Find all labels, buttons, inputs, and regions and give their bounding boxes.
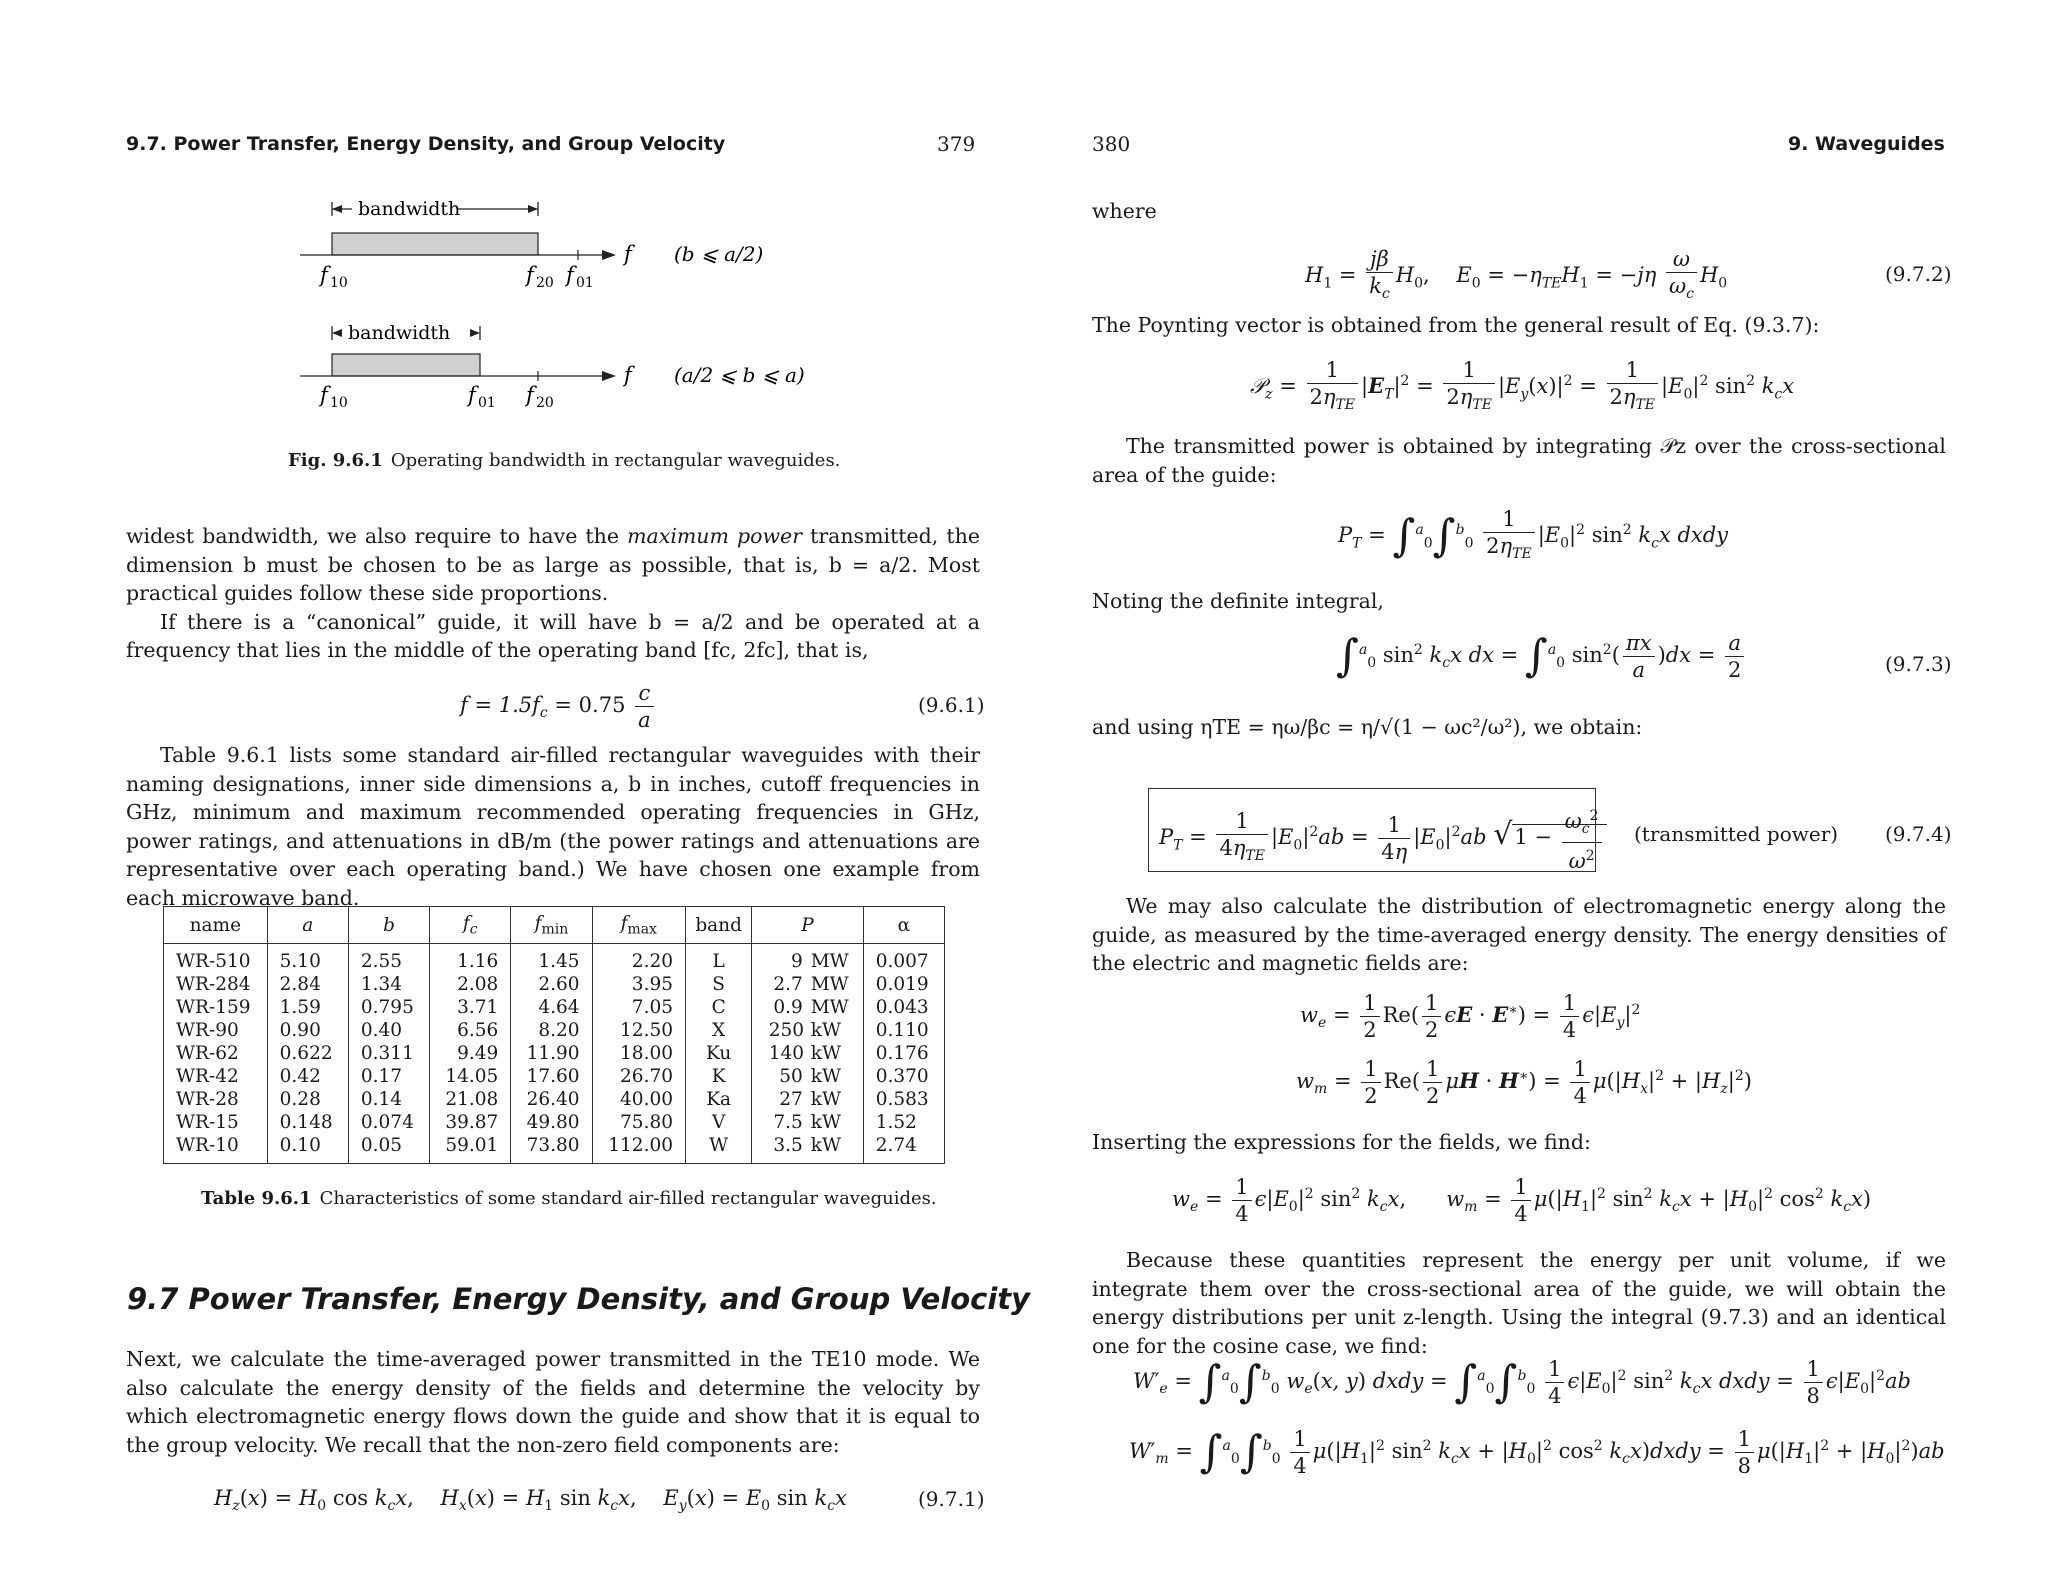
- equation-number-9-7-4: (9.7.4): [1885, 822, 1952, 846]
- cell-fmin: 4.64: [511, 996, 592, 1019]
- cell-fmax: 2.20: [592, 944, 685, 974]
- cell-alpha: 0.583: [863, 1088, 944, 1111]
- energy-density-magnetic-eq: $w_m$ = $\frac{1}{2}$ Re( $\frac{1}{2}$ μH · H∗) = $\frac{1}{4}$ $\mu(|H_x|^2 + |H_z|^2)$: [1296, 1057, 1752, 1108]
- cell-band: K: [686, 1065, 752, 1088]
- cell-alpha: 0.176: [863, 1042, 944, 1065]
- svg-text:f: f: [526, 263, 534, 287]
- cell-a: 0.90: [267, 1019, 348, 1042]
- cell-fmax: 3.95: [592, 973, 685, 996]
- table-row: [164, 1042, 945, 1065]
- svg-text:10: 10: [330, 395, 348, 411]
- cell-name: WR-90: [164, 1019, 268, 1042]
- poynting-text: The Poynting vector is obtained from the general result of Eq. (9.3.7):: [1092, 313, 1820, 337]
- cell-a: 5.10: [267, 944, 348, 974]
- energy-densities-fields-eq: $w_e$ = $\frac{1}{4}$ $\epsilon|E_0|^2$ $\sin^2 k_cx$, $w_m$ = $\frac{1}{4}$ $\mu(|H_1|^2$ $\sin^2 k_cx + |H_0|^2$ $\cos^2 k_cx$): [1172, 1175, 1872, 1226]
- cell-fmin: 1.45: [511, 944, 592, 974]
- equation-9-7-3: ∫$^a_0$ $\sin^2 k_cx$ dx = ∫$^a_0$ $\sin^2$( $\frac{\pi x}{a}$ )dx = $\frac{a}{2}$: [1336, 630, 1747, 683]
- cell-fmax: 112.00: [592, 1134, 685, 1164]
- svg-text:f: f: [320, 383, 328, 407]
- cell-band: C: [686, 996, 752, 1019]
- paragraph-table-intro: Table 9.6.1 lists some standard air-filled rectangular waveguides with their naming designations, inner side dimensions a, b in inches, cutoff frequencies in GHz, minimum and maximum recommended operating frequencies in GHz, power ratings, and attenuations in dB/m (the power ratings and attenuations are representative over each operating band.) We have chosen one example from each microwave band.: [126, 743, 980, 910]
- energy-per-length-electric-eq: $W'_e = \int^a_0\int^b_0$ $w_e(x$, y) dxdy = ∫$^a_0$∫$^b_0$ $\frac{1}{4}$ $\epsilon|E_0|^2$ $\sin^2 k_cx$ dxdy = $\frac{1}{8}$ $\epsilon|E_0|^2ab$: [1133, 1356, 1911, 1408]
- cell-fmin: 11.90: [511, 1042, 592, 1065]
- power-integral-equation: $P_T = \int^a_0\int^b_0$ $\frac{1}{2\eta_{TE}}$ $|E_0|^2$ $\sin^2 k_cx$ dxdy: [1338, 507, 1729, 563]
- energy-density-electric-eq: $w_e$ = $\frac{1}{2}$ Re( $\frac{1}{2}$ ϵE · E∗) = $\frac{1}{4}$ $\epsilon|E_y|^2$: [1300, 991, 1641, 1042]
- cell-power: 0.9 MW: [752, 996, 863, 1019]
- waveguide-table: [163, 906, 945, 1164]
- cell-power: 27 kW: [752, 1088, 863, 1111]
- cell-name: WR-10: [164, 1134, 268, 1164]
- where-text: where: [1092, 199, 1157, 223]
- cell-a: 2.84: [267, 973, 348, 996]
- cell-fmin: 8.20: [511, 1019, 592, 1042]
- cell-name: WR-284: [164, 973, 268, 996]
- cell-a: 0.42: [267, 1065, 348, 1088]
- cell-name: WR-42: [164, 1065, 268, 1088]
- equation-number-9-6-1: (9.6.1): [918, 693, 985, 717]
- transmitted-power-box: $P_T$ = $\frac{1}{4\eta_{TE}}$ $|E_0|^2ab$ = $\frac{1}{4\eta}$ $|E_0|^2ab$ √1 − $\frac{\omega_c^2}{\omega^2}$: [1148, 788, 1596, 872]
- equation-9-6-1: $f = 1.5f_c = 0.75$ $\frac{c}{a}$: [460, 680, 657, 733]
- cell-alpha: 0.110: [863, 1019, 944, 1042]
- table-header-row: name a b $f_c$ $f_{min}$ $f_{max}$ band P α: [164, 907, 945, 944]
- cell-fmin: 49.80: [511, 1111, 592, 1134]
- cell-band: W: [686, 1134, 752, 1164]
- svg-text:20: 20: [536, 275, 554, 291]
- cell-power: 7.5 kW: [752, 1111, 863, 1134]
- left-body-text-1: [126, 522, 980, 665]
- cell-fc: 6.56: [430, 1019, 511, 1042]
- cell-power: 140 kW: [752, 1042, 863, 1065]
- cell-fc: 3.71: [430, 996, 511, 1019]
- equation-number-9-7-2: (9.7.2): [1885, 262, 1952, 286]
- transmitted-power-text: The transmitted power is obtained by integrating 𝒫z over the cross-sectional area of the guide:: [1092, 434, 1946, 487]
- cell-b: 0.40: [348, 1019, 429, 1042]
- svg-text:20: 20: [536, 395, 554, 411]
- cell-fc: 2.08: [430, 973, 511, 996]
- cell-name: WR-510: [164, 944, 268, 974]
- table-row: [164, 1065, 945, 1088]
- cell-band: L: [686, 944, 752, 974]
- cell-alpha: 1.52: [863, 1111, 944, 1134]
- energy-density-text: We may also calculate the distribution of electromagnetic energy along the guide, as measured by the time-averaged energy density. The energy densities of the electric and magnetic fields are:: [1092, 894, 1946, 975]
- using-eta-text: and using ηTE = ηω/βc = η/√(1 − ωc²/ω²), we obtain:: [1092, 715, 1643, 739]
- cell-alpha: 2.74: [863, 1134, 944, 1164]
- cell-fmin: 2.60: [511, 973, 592, 996]
- noting-text: Noting the definite integral,: [1092, 589, 1384, 613]
- bandwidth-diagram-top: [300, 198, 763, 291]
- svg-text:f: f: [468, 383, 476, 407]
- figure-caption: Fig. 9.6.1 Operating bandwidth in rectangular waveguides.: [288, 450, 841, 471]
- cell-band: V: [686, 1111, 752, 1134]
- cell-fmax: 18.00: [592, 1042, 685, 1065]
- left-body-text-2: [126, 741, 980, 912]
- cell-fmax: 40.00: [592, 1088, 685, 1111]
- svg-text:01: 01: [478, 395, 496, 411]
- equation-9-7-2: $H_1$ = $\frac{j\beta}{k_c}$ $H_0$, $E_0 = -\eta_{TE}H_1 = -j\eta$ $\frac{\omega}{\omega_c}$ $H_0$: [1305, 247, 1728, 303]
- cell-a: 0.28: [267, 1088, 348, 1111]
- paragraph-next-we-calculate: Next, we calculate the time-averaged power transmitted in the TE10 mode. We also calculate the energy density of the fields and determine the velocity by which electromagnetic energy flows down the guide and show that it is equal to the group velocity. We recall that the non-zero field components are:: [126, 1347, 980, 1457]
- cell-b: 1.34: [348, 973, 429, 996]
- table-row: [164, 1134, 945, 1164]
- cell-name: WR-62: [164, 1042, 268, 1065]
- paragraph-widest-bandwidth: widest bandwidth, we also require to have the maximum power transmitted, the dimension b must be chosen to be as large as possible, that is, b = a/2. Most practical guides follow these side proportions.: [126, 524, 980, 605]
- cell-b: 0.14: [348, 1088, 429, 1111]
- section-title: 9.7 Power Transfer, Energy Density, and Group Velocity: [127, 1282, 1031, 1316]
- svg-text:f: f: [320, 263, 328, 287]
- table-row: [164, 973, 945, 996]
- cell-fc: 39.87: [430, 1111, 511, 1134]
- cell-fmax: 7.05: [592, 996, 685, 1019]
- cell-b: 0.05: [348, 1134, 429, 1164]
- cell-fc: 59.01: [430, 1134, 511, 1164]
- cell-power: 250 kW: [752, 1019, 863, 1042]
- table-caption: Table 9.6.1 Characteristics of some standard air-filled rectangular waveguides.: [201, 1188, 937, 1209]
- cell-power: 3.5 kW: [752, 1134, 863, 1164]
- cell-band: X: [686, 1019, 752, 1042]
- cell-fc: 21.08: [430, 1088, 511, 1111]
- equation-number-9-7-3: (9.7.3): [1885, 652, 1952, 676]
- table-row: [164, 996, 945, 1019]
- cell-name: WR-28: [164, 1088, 268, 1111]
- cell-a: 0.148: [267, 1111, 348, 1134]
- cell-b: 0.311: [348, 1042, 429, 1065]
- cell-power: 2.7 MW: [752, 973, 863, 996]
- bandwidth-label-bottom: bandwidth: [348, 322, 451, 344]
- inserting-text: Inserting the expressions for the fields, we find:: [1092, 1130, 1591, 1154]
- energy-per-length-magnetic-eq: $W'_m = \int^a_0\int^b_0$ $\frac{1}{4}$ $\mu(|H_1|^2$ $\sin^2 k_cx + |H_0|^2$ $\cos^2$ $k_cx)dxdy$ = $\frac{1}{8}$ $\mu(|H_1|^2 + |H_0|^2)ab$: [1129, 1426, 1945, 1478]
- cell-a: 1.59: [267, 996, 348, 1019]
- svg-text:10: 10: [330, 275, 348, 291]
- cell-fc: 9.49: [430, 1042, 511, 1065]
- cell-a: 0.10: [267, 1134, 348, 1164]
- cell-power: 50 kW: [752, 1065, 863, 1088]
- cell-band: Ku: [686, 1042, 752, 1065]
- cell-alpha: 0.370: [863, 1065, 944, 1088]
- cell-fc: 14.05: [430, 1065, 511, 1088]
- transmitted-power-label: (transmitted power): [1634, 822, 1839, 846]
- svg-text:01: 01: [576, 275, 594, 291]
- left-body-text-3: [126, 1345, 980, 1459]
- paragraph-canonical-guide: If there is a “canonical” guide, it will have b = a/2 and be operated at a frequency that lies in the middle of the operating band [fc, 2fc], that is,: [126, 609, 980, 662]
- cell-fmin: 17.60: [511, 1065, 592, 1088]
- cell-b: 2.55: [348, 944, 429, 974]
- table-row: [164, 944, 945, 974]
- cell-b: 0.074: [348, 1111, 429, 1134]
- cell-name: WR-159: [164, 996, 268, 1019]
- bandwidth-figure: [290, 188, 850, 418]
- cell-b: 0.795: [348, 996, 429, 1019]
- poynting-equation: 𝒫$_z$ = $\frac{1}{2\eta_{TE}}$ $|E_T|^2$ = $\frac{1}{2\eta_{TE}}$ $|E_y(x)|^2$ = $\frac{1}{2\eta_{TE}}$ $|E_0|^2$ $\sin^2 k_cx$: [1250, 358, 1795, 414]
- f-axis-label-top: f: [624, 242, 632, 266]
- cell-fmin: 73.80: [511, 1134, 592, 1164]
- condition-bottom: (a/2 ⩽ b ⩽ a): [674, 363, 805, 387]
- page-number-right: 380: [1092, 132, 1131, 156]
- bandwidth-diagram-bottom: [300, 322, 805, 411]
- cell-a: 0.622: [267, 1042, 348, 1065]
- cell-alpha: 0.019: [863, 973, 944, 996]
- cell-band: S: [686, 973, 752, 996]
- equation-9-7-1: $H_z(x) = H_0$ $\cos k_cx$, $H_x(x) = H_1$ $\sin k_cx$, $E_y(x) = E_0$ $\sin k_cx$: [214, 1486, 847, 1515]
- cell-band: Ka: [686, 1088, 752, 1111]
- cell-fmax: 12.50: [592, 1019, 685, 1042]
- equation-number-9-7-1: (9.7.1): [918, 1487, 985, 1511]
- running-head-left: 9.7. Power Transfer, Energy Density, and Group Velocity: [126, 133, 726, 155]
- svg-text:f: f: [566, 263, 574, 287]
- table-row: [164, 1019, 945, 1042]
- bandwidth-label-top: bandwidth: [358, 198, 461, 220]
- f-axis-label-bottom: f: [624, 363, 632, 387]
- cell-b: 0.17: [348, 1065, 429, 1088]
- page-number-left: 379: [937, 132, 976, 156]
- cell-name: WR-15: [164, 1111, 268, 1134]
- table-row: [164, 1111, 945, 1134]
- svg-text:f: f: [526, 383, 534, 407]
- cell-alpha: 0.007: [863, 944, 944, 974]
- cell-fmax: 75.80: [592, 1111, 685, 1134]
- running-head-right: 9. Waveguides: [1788, 133, 1945, 155]
- cell-fmin: 26.40: [511, 1088, 592, 1111]
- cell-alpha: 0.043: [863, 996, 944, 1019]
- cell-fmax: 26.70: [592, 1065, 685, 1088]
- condition-top: (b ⩽ a/2): [674, 242, 764, 266]
- cell-fc: 1.16: [430, 944, 511, 974]
- because-text: Because these quantities represent the energy per unit volume, if we integrate them over the cross-sectional area of the guide, we will obtain the energy distributions per unit z-length. Using the integral (9.7.3) and an identical one for the cosine case, we find:: [1092, 1248, 1946, 1358]
- cell-power: 9 MW: [752, 944, 863, 974]
- table-row: [164, 1088, 945, 1111]
